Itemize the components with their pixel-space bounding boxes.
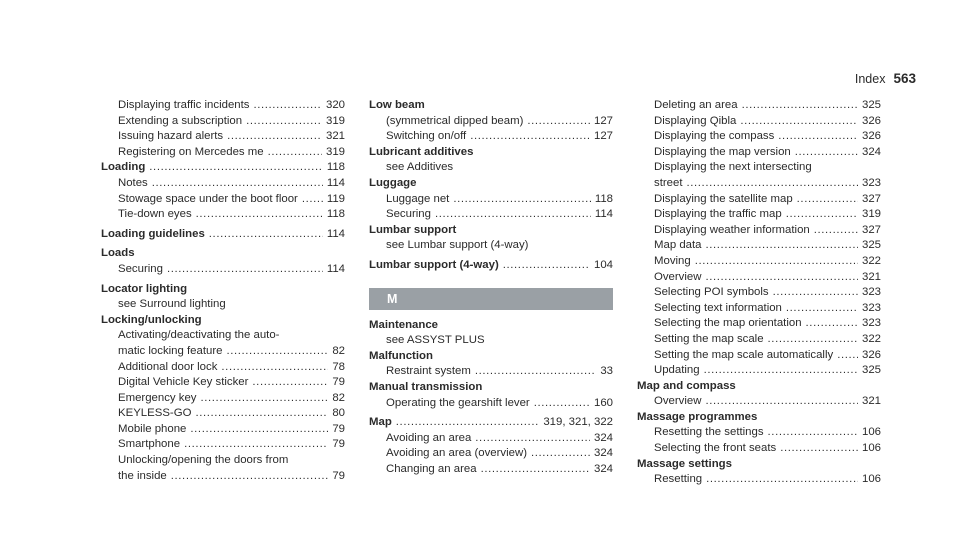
- entry-page-number[interactable]: 104: [593, 258, 613, 271]
- index-sub-entry[interactable]: [637, 363, 881, 379]
- index-sub-entry[interactable]: [637, 348, 881, 364]
- entry-page-number[interactable]: 106: [861, 473, 881, 486]
- index-sub-entry[interactable]: [101, 145, 345, 161]
- dot-leader: [196, 207, 323, 223]
- index-main-entry: Manual transmission: [369, 380, 483, 393]
- entry-page-number[interactable]: 323: [861, 286, 881, 299]
- entry-text: Setting the map scale: [654, 332, 764, 345]
- index-sub-entry: see ASSYST PLUS: [386, 334, 485, 347]
- entry-text: Displaying weather information: [654, 223, 810, 236]
- index-sub-entry[interactable]: [101, 422, 345, 438]
- index-column-1: [101, 98, 345, 484]
- entry-page-number[interactable]: 80: [332, 407, 345, 420]
- entry-page-number[interactable]: 79: [332, 376, 345, 389]
- index-sub-entry[interactable]: [101, 207, 345, 223]
- index-main-entry: Locator lighting: [101, 282, 188, 295]
- entry-page-number[interactable]: 321: [861, 395, 881, 408]
- entry-page-number[interactable]: 323: [861, 176, 881, 189]
- entry-text: Updating: [654, 364, 700, 377]
- index-sub-entry: Unlocking/opening the doors from: [118, 454, 289, 467]
- dot-leader: [773, 285, 858, 301]
- entry-text: Luggage net: [386, 192, 450, 205]
- entry-page-number[interactable]: 33: [600, 365, 613, 378]
- entry-text: Securing: [118, 262, 163, 275]
- entry-text: Notes: [118, 176, 148, 189]
- dot-leader: [302, 192, 323, 208]
- entry-text: Loading guidelines: [101, 227, 205, 240]
- entry-page-number[interactable]: 326: [861, 348, 881, 361]
- entry-text: KEYLESS-GO: [118, 407, 192, 420]
- index-sub-entry[interactable]: [369, 364, 613, 380]
- dot-leader: [695, 254, 858, 270]
- index-sub-entry[interactable]: [637, 192, 881, 208]
- index-main-entry[interactable]: [369, 258, 613, 274]
- entry-text: Lumbar support (4-way): [369, 258, 499, 271]
- entry-text: (symmetrical dipped beam): [386, 114, 524, 127]
- index-main-entry: Locking/unlocking: [101, 313, 202, 326]
- index-sub-entry[interactable]: [369, 431, 613, 447]
- index-sub-entry[interactable]: [637, 254, 881, 270]
- index-sub-entry[interactable]: [101, 360, 345, 376]
- dot-leader: [503, 258, 590, 274]
- dot-leader: [705, 270, 858, 286]
- index-main-entry[interactable]: [101, 160, 345, 176]
- index-sub-entry[interactable]: [637, 129, 881, 145]
- entry-text: Displaying the satellite map: [654, 192, 793, 205]
- dot-leader: [190, 422, 328, 438]
- entry-text: Displaying the traffic map: [654, 208, 782, 221]
- entry-page-number[interactable]: 324: [593, 447, 613, 460]
- entry-text: Additional door lock: [118, 360, 218, 373]
- index-sub-entry[interactable]: [637, 238, 881, 254]
- index-sub-entry[interactable]: [637, 270, 881, 286]
- index-main-entry: Low beam: [369, 99, 425, 111]
- index-main-entry: Maintenance: [369, 318, 438, 331]
- dot-leader: [814, 223, 858, 239]
- index-sub-entry[interactable]: [637, 114, 881, 130]
- entry-page-number[interactable]: 326: [861, 114, 881, 127]
- entry-text: Switching on/off: [386, 130, 467, 143]
- index-sub-entry[interactable]: [637, 145, 881, 161]
- page-header: [855, 71, 916, 86]
- entry-page-number[interactable]: 323: [861, 317, 881, 330]
- dot-leader: [768, 425, 858, 441]
- dot-leader: [780, 441, 858, 457]
- dot-leader: [740, 114, 858, 130]
- index-sub-entry[interactable]: [369, 446, 613, 462]
- dot-leader: [396, 415, 540, 431]
- index-column-2: [369, 98, 613, 477]
- entry-text: Setting the map scale automatically: [654, 348, 834, 361]
- entry-page-number[interactable]: 127: [593, 130, 613, 143]
- dot-leader: [481, 462, 590, 478]
- dot-leader: [221, 360, 328, 376]
- header-title: Index: [854, 72, 886, 86]
- entry-text: Overview: [654, 270, 702, 283]
- index-section-letter: M: [369, 288, 613, 310]
- index-main-entry[interactable]: [369, 415, 613, 431]
- entry-page-number[interactable]: 79: [332, 438, 345, 451]
- entry-text: Emergency key: [118, 391, 197, 404]
- entry-page-number[interactable]: 82: [332, 391, 345, 404]
- entry-page-number[interactable]: 323: [861, 301, 881, 314]
- entry-text: Moving: [654, 254, 691, 267]
- index-sub-entry[interactable]: [369, 207, 613, 223]
- dot-leader: [453, 192, 590, 208]
- index-sub-entry[interactable]: [637, 425, 881, 441]
- entry-text: matic locking feature: [118, 344, 223, 357]
- entry-page-number[interactable]: 327: [861, 192, 881, 205]
- entry-text: Digital Vehicle Key sticker: [118, 376, 249, 389]
- dot-leader: [475, 364, 597, 380]
- index-sub-entry[interactable]: [637, 394, 881, 410]
- entry-text: Extending a subscription: [118, 114, 243, 127]
- index-sub-entry[interactable]: [637, 98, 881, 114]
- entry-text: Resetting: [654, 473, 703, 486]
- dot-leader: [201, 391, 329, 407]
- entry-text: Smartphone: [118, 438, 181, 451]
- index-sub-entry[interactable]: [101, 406, 345, 422]
- index-main-entry: Lumbar support: [369, 223, 457, 236]
- entry-text: Registering on Mercedes me: [118, 145, 264, 158]
- entry-text: Mobile phone: [118, 422, 187, 435]
- entry-page-number[interactable]: 106: [861, 442, 881, 455]
- entry-text: the inside: [118, 469, 167, 482]
- entry-text: Displaying the map version: [654, 145, 791, 158]
- entry-page-number[interactable]: 114: [326, 176, 345, 189]
- index-main-entry: Map and compass: [637, 379, 736, 392]
- entry-page-number[interactable]: 325: [861, 99, 881, 111]
- entry-page-number[interactable]: 114: [326, 227, 345, 240]
- dot-leader: [837, 348, 858, 364]
- entry-text: street: [654, 176, 683, 189]
- dot-leader: [705, 394, 858, 410]
- index-sub-entry[interactable]: [637, 176, 881, 192]
- index-sub-entry: Activating/deactivating the auto-: [118, 329, 280, 342]
- index-sub-entry[interactable]: [637, 332, 881, 348]
- dot-leader: [706, 472, 858, 488]
- dot-leader: [171, 469, 329, 485]
- entry-text: Avoiding an area (overview): [386, 447, 527, 460]
- entry-text: Resetting the settings: [654, 426, 764, 439]
- index-sub-entry[interactable]: [101, 344, 345, 360]
- entry-page-number[interactable]: 319: [325, 145, 345, 158]
- dot-leader: [252, 375, 328, 391]
- entry-page-number[interactable]: 319, 321, 322: [543, 416, 613, 429]
- entry-page-number[interactable]: 324: [593, 462, 613, 475]
- entry-page-number[interactable]: 320: [325, 99, 345, 111]
- dot-leader: [534, 396, 590, 412]
- entry-page-number[interactable]: 319: [861, 208, 881, 221]
- entry-page-number[interactable]: 325: [861, 239, 881, 252]
- entry-page-number[interactable]: 321: [325, 130, 345, 143]
- dot-leader: [226, 344, 328, 360]
- page-number: 563: [893, 71, 916, 86]
- dot-leader: [742, 98, 858, 114]
- dot-leader: [149, 160, 323, 176]
- entry-text: Map data: [654, 239, 702, 252]
- index-sub-entry: see Lumbar support (4-way): [386, 239, 529, 252]
- dot-leader: [253, 98, 322, 114]
- index-sub-entry[interactable]: [369, 192, 613, 208]
- dot-leader: [470, 129, 590, 145]
- dot-leader: [795, 145, 858, 161]
- entry-text: Displaying traffic incidents: [118, 99, 250, 111]
- entry-page-number[interactable]: 322: [861, 332, 881, 345]
- index-sub-entry[interactable]: [101, 437, 345, 453]
- dot-leader: [435, 207, 591, 223]
- index-sub-entry[interactable]: [101, 192, 345, 208]
- entry-text: Displaying Qibla: [654, 114, 737, 127]
- index-sub-entry[interactable]: [637, 472, 881, 488]
- index-sub-entry[interactable]: [369, 462, 613, 478]
- entry-text: Changing an area: [386, 462, 477, 475]
- entry-page-number[interactable]: 78: [332, 360, 345, 373]
- dot-leader: [704, 363, 858, 379]
- dot-leader: [531, 446, 590, 462]
- index-column-3: [637, 98, 881, 488]
- entry-page-number[interactable]: 114: [326, 262, 345, 275]
- entry-text: Selecting the map orientation: [654, 317, 802, 330]
- index-sub-entry: Displaying the next intersecting: [654, 161, 812, 174]
- dot-leader: [786, 301, 858, 317]
- entry-page-number[interactable]: 82: [332, 344, 345, 357]
- entry-page-number[interactable]: 118: [594, 192, 613, 205]
- dot-leader: [786, 207, 858, 223]
- entry-page-number[interactable]: 118: [326, 161, 345, 174]
- index-sub-entry: see Additives: [386, 161, 454, 174]
- index-sub-entry[interactable]: [101, 262, 345, 278]
- index-sub-entry[interactable]: [369, 396, 613, 412]
- index-sub-entry[interactable]: [101, 129, 345, 145]
- index-main-entry: Loads: [101, 247, 135, 260]
- index-main-entry: Massage settings: [637, 457, 732, 470]
- index-sub-entry[interactable]: [101, 176, 345, 192]
- dot-leader: [797, 192, 858, 208]
- entry-text: Overview: [654, 395, 702, 408]
- index-main-entry: Massage programmes: [637, 410, 758, 423]
- index-sub-entry[interactable]: [101, 391, 345, 407]
- entry-text: Issuing hazard alerts: [118, 130, 224, 143]
- entry-page-number[interactable]: 118: [326, 208, 345, 221]
- dot-leader: [184, 437, 328, 453]
- entry-page-number[interactable]: 327: [861, 223, 881, 236]
- index-sub-entry[interactable]: [101, 98, 345, 114]
- entry-text: Operating the gearshift lever: [386, 396, 530, 409]
- entry-text: Restraint system: [386, 365, 471, 378]
- index-sub-entry[interactable]: [369, 114, 613, 130]
- entry-text: Avoiding an area: [386, 431, 472, 444]
- entry-text: Displaying the compass: [654, 130, 775, 143]
- index-sub-entry[interactable]: [637, 316, 881, 332]
- entry-page-number[interactable]: 321: [861, 270, 881, 283]
- entry-text: Map: [369, 416, 392, 429]
- entry-page-number[interactable]: 324: [593, 431, 613, 444]
- dot-leader: [475, 431, 590, 447]
- dot-leader: [227, 129, 322, 145]
- entry-page-number[interactable]: 160: [593, 396, 613, 409]
- dot-leader: [778, 129, 858, 145]
- entry-page-number[interactable]: 127: [593, 114, 613, 127]
- entry-page-number[interactable]: 322: [861, 254, 881, 267]
- dot-leader: [687, 176, 858, 192]
- entry-text: Stowage space under the boot floor: [118, 192, 298, 205]
- dot-leader: [195, 406, 328, 422]
- entry-text: Selecting POI symbols: [654, 286, 769, 299]
- index-sub-entry[interactable]: [101, 375, 345, 391]
- entry-page-number[interactable]: 324: [861, 145, 881, 158]
- index-sub-entry[interactable]: [101, 114, 345, 130]
- entry-text: Selecting text information: [654, 301, 782, 314]
- dot-leader: [209, 227, 323, 243]
- entry-text: Selecting the front seats: [654, 442, 777, 455]
- index-main-entry: Lubricant additives: [369, 145, 474, 158]
- index-sub-entry[interactable]: [637, 207, 881, 223]
- index-sub-entry[interactable]: [637, 223, 881, 239]
- index-sub-entry: see Surround lighting: [118, 298, 226, 311]
- index-sub-entry[interactable]: [369, 129, 613, 145]
- dot-leader: [167, 262, 323, 278]
- dot-leader: [152, 176, 323, 192]
- index-main-entry[interactable]: [101, 227, 345, 243]
- entry-page-number[interactable]: 119: [326, 192, 345, 205]
- entry-text: Loading: [101, 161, 146, 174]
- entry-page-number[interactable]: 106: [861, 426, 881, 439]
- index-main-entry: Malfunction: [369, 349, 433, 362]
- entry-page-number[interactable]: 325: [861, 364, 881, 377]
- index-sub-entry[interactable]: [637, 285, 881, 301]
- entry-page-number[interactable]: 79: [332, 422, 345, 435]
- entry-page-number[interactable]: 319: [325, 114, 345, 127]
- entry-text: Securing: [386, 208, 431, 221]
- dot-leader: [768, 332, 858, 348]
- index-sub-entry[interactable]: [101, 469, 345, 485]
- index-sub-entry[interactable]: [637, 441, 881, 457]
- entry-text: Deleting an area: [654, 99, 738, 111]
- entry-page-number[interactable]: 326: [861, 130, 881, 143]
- dot-leader: [806, 316, 858, 332]
- index-sub-entry[interactable]: [637, 301, 881, 317]
- dot-leader: [527, 114, 590, 130]
- dot-leader: [246, 114, 322, 130]
- entry-page-number[interactable]: 114: [594, 208, 613, 221]
- entry-page-number[interactable]: 79: [332, 469, 345, 482]
- entry-text: Tie-down eyes: [118, 208, 192, 221]
- index-main-entry: Luggage: [369, 176, 417, 189]
- dot-leader: [268, 145, 322, 161]
- dot-leader: [706, 238, 858, 254]
